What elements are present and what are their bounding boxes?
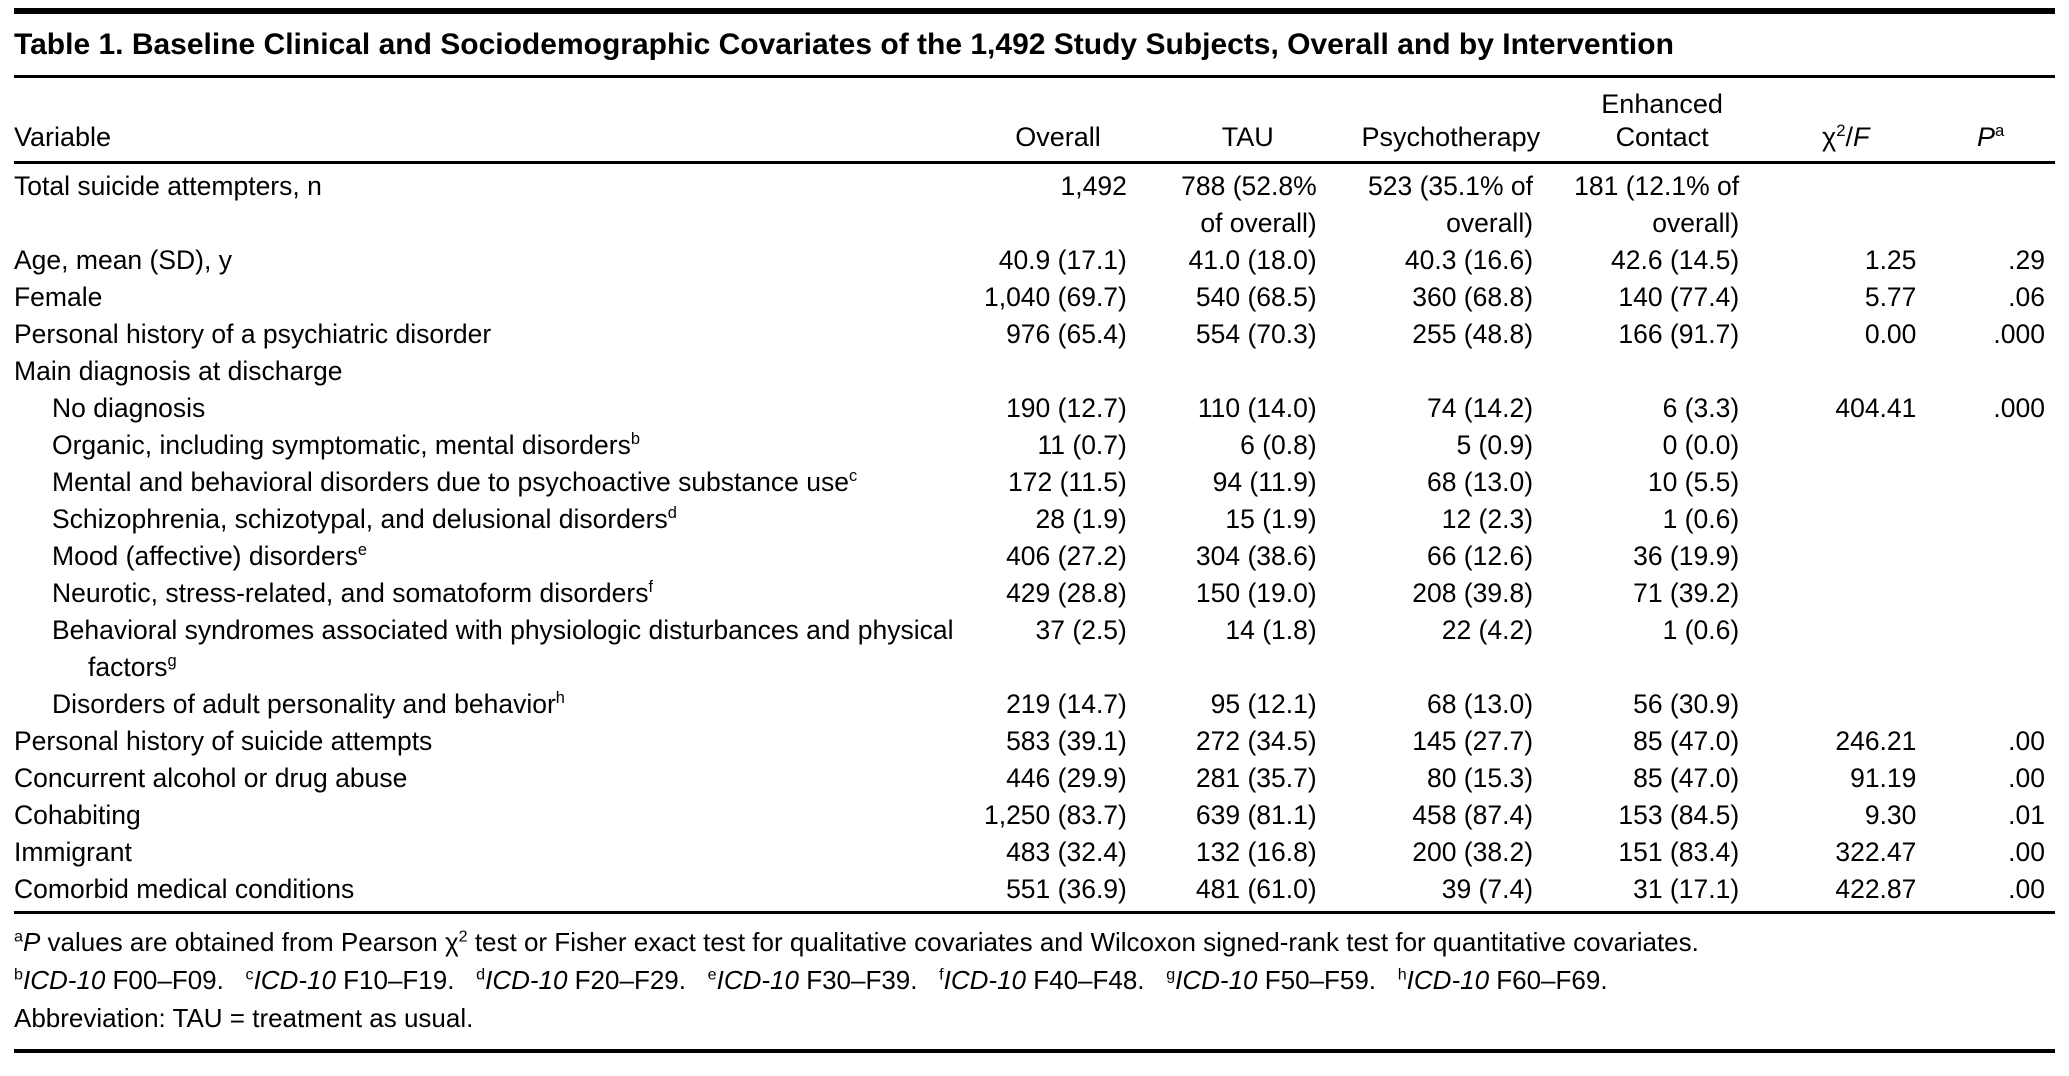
cell-value: 583 (39.1) <box>1006 726 1127 756</box>
cell-value: .29 <box>2008 245 2045 275</box>
column-header-tau: TAU <box>1153 78 1343 163</box>
row-label: Total suicide attempters, n <box>14 171 322 201</box>
footnote: $^a$P values are obtained from Pearson $\chi^2$ test or Fisher exact test for qualitative covariates and Wilcoxon signed-rank test for quantitative covariates. <box>14 927 1699 957</box>
column-header-chi2-f: $\chi^2/F$ <box>1765 78 1926 163</box>
cell-value: 31 (17.1) <box>1559 871 1765 913</box>
cell-value: 9.30 <box>1864 800 1917 830</box>
cell-value <box>1343 353 1559 390</box>
row-label: Main diagnosis at discharge <box>14 356 343 386</box>
cell-value: 40.9 (17.1) <box>998 245 1127 275</box>
row-label: Concurrent alcohol or drug abuse <box>14 763 408 793</box>
cell-value: 66 (12.6) <box>1426 541 1534 571</box>
cell-value <box>1765 538 1926 575</box>
cell-value: 39 (7.4) <box>1343 871 1559 913</box>
cell-value: 37 (2.5) <box>1035 615 1127 645</box>
row-label: Schizophrenia, schizotypal, and delusional disorders$^d$ <box>52 504 677 534</box>
cell-value <box>1926 538 2055 575</box>
row-label: Organic, including symptomatic, mental disorders$^b$ <box>52 430 640 460</box>
cell-value: 5 (0.9) <box>1456 430 1534 460</box>
cell-value <box>1926 353 2055 390</box>
table-footnotes <box>14 914 2055 1053</box>
cell-value <box>1765 612 1926 686</box>
cell-value: 85 (47.0) <box>1633 763 1740 793</box>
row-label: Comorbid medical conditions <box>14 871 963 913</box>
cell-value <box>1926 612 2055 686</box>
table-row <box>14 242 2055 279</box>
table-row <box>14 427 2055 464</box>
cell-value <box>1926 464 2055 501</box>
cell-value: 976 (65.4) <box>1006 319 1127 349</box>
cell-value: 5.77 <box>1864 282 1917 312</box>
row-label: Disorders of adult personality and behavior$^h$ <box>52 689 565 719</box>
cell-value: 12 (2.3) <box>1441 504 1534 534</box>
cell-value: 80 (15.3) <box>1426 763 1534 793</box>
cell-value <box>1926 427 2055 464</box>
cell-value: 1 (0.6) <box>1662 615 1740 645</box>
cell-value: 551 (36.9) <box>963 871 1153 913</box>
cell-value: .00 <box>2008 726 2045 756</box>
row-label: Cohabiting <box>14 800 141 830</box>
cell-value: 56 (30.9) <box>1633 689 1740 719</box>
column-header-p: $P^a$ <box>1926 78 2055 163</box>
cell-value: 0 (0.0) <box>1662 430 1740 460</box>
cell-value: 10 (5.5) <box>1647 467 1740 497</box>
cell-value: 36 (19.9) <box>1633 541 1740 571</box>
cell-value: 74 (14.2) <box>1426 393 1534 423</box>
cell-value: 22 (4.2) <box>1441 615 1534 645</box>
row-label: Female <box>14 282 103 312</box>
cell-value <box>1559 353 1765 390</box>
cell-value: 272 (34.5) <box>1195 726 1317 756</box>
cell-value: .000 <box>1993 319 2045 349</box>
cell-value <box>1765 464 1926 501</box>
cell-value: 42.6 (14.5) <box>1611 245 1740 275</box>
cell-value: 153 (84.5) <box>1618 800 1740 830</box>
row-label: Mood (affective) disorders$^e$ <box>52 541 368 571</box>
cell-value: 404.41 <box>1835 393 1917 423</box>
cell-value: 304 (38.6) <box>1195 541 1317 571</box>
table-row <box>14 760 2055 797</box>
cell-value: 132 (16.8) <box>1195 837 1317 867</box>
cell-value: 6 (3.3) <box>1662 393 1740 423</box>
cell-value: 1,040 (69.7) <box>983 282 1127 312</box>
table-row <box>14 834 2055 871</box>
baseline-covariates-table <box>14 78 2055 914</box>
table-row <box>14 686 2055 723</box>
cell-value: 95 (12.1) <box>1210 689 1317 719</box>
footnote: Abbreviation: TAU = treatment as usual. <box>14 1003 474 1033</box>
cell-value: 71 (39.2) <box>1633 578 1740 608</box>
cell-value <box>1153 353 1343 390</box>
cell-value: 94 (11.9) <box>1212 467 1317 497</box>
cell-value: 523 (35.1% of overall) <box>1368 171 1534 238</box>
row-label: Personal history of a psychiatric disorder <box>14 319 492 349</box>
row-label: No diagnosis <box>52 393 206 423</box>
cell-value: .00 <box>2008 837 2045 867</box>
cell-value <box>1926 163 2055 243</box>
cell-value: 200 (38.2) <box>1412 837 1534 867</box>
cell-value: 429 (28.8) <box>1006 578 1127 608</box>
cell-value <box>1926 686 2055 723</box>
cell-value <box>1765 427 1926 464</box>
cell-value: 219 (14.7) <box>1006 689 1127 719</box>
cell-value <box>1765 353 1926 390</box>
row-label: Personal history of suicide attempts <box>14 726 433 756</box>
cell-value: 554 (70.3) <box>1195 319 1317 349</box>
cell-value: 360 (68.8) <box>1412 282 1534 312</box>
cell-value: 150 (19.0) <box>1195 578 1317 608</box>
footnote: $^b$ICD-10 F00–F09. $^c$ICD-10 F10–F19. $^d$ICD-10 F20–F29. $^e$ICD-10 F30–F39. $^f$ICD-10 F40–F48. $^g$ICD-10 F50–F59. $^h$ICD-10 F60–F69. <box>14 965 1608 995</box>
table-row <box>14 723 2055 760</box>
column-header-overall: Overall <box>963 78 1153 163</box>
cell-value: 14 (1.8) <box>1225 615 1317 645</box>
cell-value: 639 (81.1) <box>1195 800 1317 830</box>
cell-value: 483 (32.4) <box>1006 837 1127 867</box>
cell-value <box>1765 501 1926 538</box>
cell-value: 15 (1.9) <box>1225 504 1317 534</box>
cell-value: 281 (35.7) <box>1195 763 1317 793</box>
table-row <box>14 353 2055 390</box>
cell-value <box>1926 575 2055 612</box>
cell-value: 1,250 (83.7) <box>983 800 1127 830</box>
cell-value: 422.87 <box>1765 871 1926 913</box>
cell-value: 11 (0.7) <box>1037 430 1127 460</box>
table-row <box>14 316 2055 353</box>
table-row <box>14 612 2055 686</box>
cell-value: 68 (13.0) <box>1426 467 1534 497</box>
table-title: Table 1. Baseline Clinical and Sociodemographic Covariates of the 1,492 Study Subjects, Overall and by Intervention <box>14 14 2055 78</box>
cell-value: 208 (39.8) <box>1412 578 1534 608</box>
row-label: Behavioral syndromes associated with physiologic disturbances and physical factors$^g$ <box>52 615 954 682</box>
cell-value: 6 (0.8) <box>1240 430 1317 460</box>
cell-value: 28 (1.9) <box>1035 504 1127 534</box>
cell-value <box>1765 686 1926 723</box>
table-row <box>14 390 2055 427</box>
cell-value: 181 (12.1% of overall) <box>1574 171 1740 238</box>
cell-value <box>1926 501 2055 538</box>
cell-value: 190 (12.7) <box>1006 393 1127 423</box>
table-row <box>14 538 2055 575</box>
cell-value: 41.0 (18.0) <box>1188 245 1317 275</box>
cell-value: 110 (14.0) <box>1197 393 1317 423</box>
table-row <box>14 163 2055 243</box>
column-header-psychotherapy: Psychotherapy <box>1343 78 1559 163</box>
cell-value <box>1765 163 1926 243</box>
cell-value: .00 <box>2008 763 2045 793</box>
cell-value: 406 (27.2) <box>1006 541 1127 571</box>
cell-value: .01 <box>2008 800 2045 830</box>
row-label: Mental and behavioral disorders due to psychoactive substance use$^c$ <box>52 467 858 497</box>
table-body <box>14 163 2055 913</box>
cell-value: 140 (77.4) <box>1618 282 1740 312</box>
header-row <box>14 78 2055 163</box>
cell-value: 481 (61.0) <box>1153 871 1343 913</box>
cell-value: 40.3 (16.6) <box>1404 245 1534 275</box>
cell-value: 91.19 <box>1850 763 1917 793</box>
table-row <box>14 279 2055 316</box>
cell-value: 1,492 <box>1060 171 1127 201</box>
cell-value: 0.00 <box>1864 319 1917 349</box>
cell-value: .000 <box>1993 393 2045 423</box>
cell-value: 172 (11.5) <box>1008 467 1127 497</box>
cell-value: 540 (68.5) <box>1195 282 1317 312</box>
cell-value: 458 (87.4) <box>1412 800 1534 830</box>
cell-value: 255 (48.8) <box>1412 319 1534 349</box>
cell-value: 1 (0.6) <box>1662 504 1740 534</box>
cell-value: 85 (47.0) <box>1633 726 1740 756</box>
cell-value: 246.21 <box>1835 726 1917 756</box>
cell-value <box>1765 575 1926 612</box>
cell-value: 322.47 <box>1835 837 1917 867</box>
cell-value: 1.25 <box>1864 245 1917 275</box>
cell-value <box>963 353 1153 390</box>
cell-value: .00 <box>1926 871 2055 913</box>
table-row <box>14 797 2055 834</box>
cell-value: 68 (13.0) <box>1426 689 1534 719</box>
table-row <box>14 501 2055 538</box>
row-label: Age, mean (SD), y <box>14 245 232 275</box>
cell-value: .06 <box>2008 282 2045 312</box>
cell-value: 166 (91.7) <box>1618 319 1740 349</box>
cell-value: 446 (29.9) <box>1006 763 1127 793</box>
cell-value: 145 (27.7) <box>1412 726 1534 756</box>
row-label: Neurotic, stress-related, and somatoform disorders$^f$ <box>52 578 654 608</box>
row-label: Immigrant <box>14 837 132 867</box>
table-row <box>14 871 2055 913</box>
table-row <box>14 464 2055 501</box>
table-header <box>14 78 2055 163</box>
table-row <box>14 575 2055 612</box>
cell-value: 151 (83.4) <box>1618 837 1740 867</box>
column-header-enhanced-contact: Enhanced Contact <box>1559 78 1765 163</box>
cell-value: 788 (52.8% of overall) <box>1181 171 1317 238</box>
column-header-variable: Variable <box>14 78 963 163</box>
